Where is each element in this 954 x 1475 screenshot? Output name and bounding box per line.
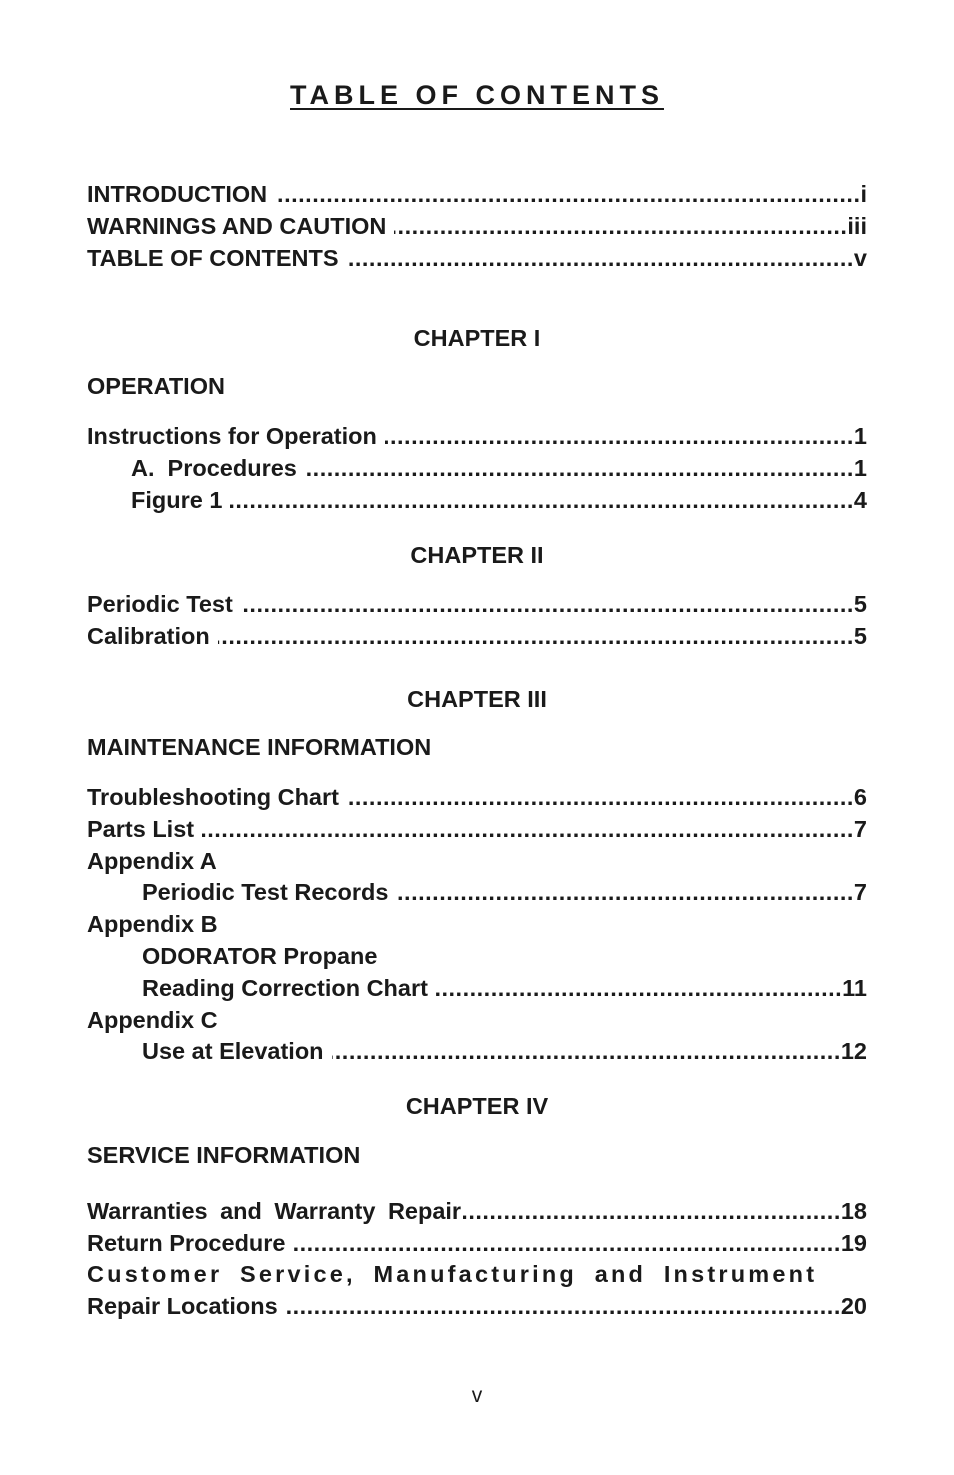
toc-entry-label: Instructions for Operation bbox=[87, 423, 377, 449]
leader-dots bbox=[436, 972, 842, 1004]
toc-entry-label: Figure 1 bbox=[131, 487, 223, 513]
leader-dots bbox=[202, 813, 854, 845]
appendix-heading: Appendix C bbox=[87, 1007, 218, 1033]
leader-dots bbox=[230, 484, 854, 516]
toc-entry-periodic-test[interactable] bbox=[87, 588, 867, 620]
toc-entry-instructions[interactable] bbox=[87, 420, 867, 452]
toc-entry-procedures[interactable] bbox=[131, 452, 867, 484]
leader-dots bbox=[305, 452, 854, 484]
toc-entry-page: 7 bbox=[853, 879, 867, 905]
toc-entry-customer-service[interactable] bbox=[87, 1258, 867, 1290]
toc-entry-page: 19 bbox=[840, 1230, 867, 1256]
chapter-heading: CHAPTER III bbox=[407, 686, 547, 712]
toc-entry-page: 4 bbox=[853, 487, 867, 513]
toc-entry-label: TABLE OF CONTENTS bbox=[87, 245, 339, 271]
leader-dots bbox=[241, 588, 854, 620]
toc-entry-page: 1 bbox=[853, 423, 867, 449]
toc-entry-introduction[interactable] bbox=[87, 178, 867, 210]
toc-entry-parts-list[interactable] bbox=[87, 813, 867, 845]
leader-dots bbox=[347, 781, 854, 813]
leader-dots bbox=[385, 420, 854, 452]
toc-entry-page: i bbox=[860, 181, 867, 207]
chapter-heading: CHAPTER II bbox=[410, 542, 544, 568]
toc-entry-label: Customer Service, Manufacturing and Instrument bbox=[87, 1261, 818, 1287]
toc-entry-return-procedure[interactable] bbox=[87, 1227, 867, 1259]
toc-entry-label: A. Procedures bbox=[131, 455, 297, 481]
toc-entry-page: 12 bbox=[840, 1038, 867, 1064]
leader-dots bbox=[332, 1035, 841, 1067]
toc-entry-page: 7 bbox=[853, 816, 867, 842]
toc-entry-page: 11 bbox=[842, 975, 867, 1001]
leader-dots bbox=[286, 1290, 841, 1322]
chapter-heading: CHAPTER I bbox=[413, 325, 541, 351]
section-heading: OPERATION bbox=[87, 373, 225, 399]
section-heading: SERVICE INFORMATION bbox=[87, 1142, 361, 1168]
toc-entry-label: Reading Correction Chart bbox=[142, 975, 428, 1001]
toc-entry-label: Warranties and Warranty Repair bbox=[87, 1198, 462, 1224]
toc-entry-label: Calibration bbox=[87, 623, 210, 649]
toc-entry-page: 5 bbox=[853, 591, 867, 617]
leader-dots bbox=[396, 876, 854, 908]
toc-entry-warranties[interactable] bbox=[87, 1195, 867, 1227]
toc-entry-page: 18 bbox=[840, 1198, 867, 1224]
toc-entry-repair-locations[interactable] bbox=[87, 1290, 867, 1322]
toc-entry-table-of-contents[interactable] bbox=[87, 242, 867, 274]
toc-entry-page: 5 bbox=[853, 623, 867, 649]
leader-dots bbox=[394, 210, 847, 242]
appendix-heading: Appendix A bbox=[87, 848, 217, 874]
toc-entry-page: 1 bbox=[853, 455, 867, 481]
toc-entry-reading-correction-chart[interactable] bbox=[142, 972, 867, 1004]
section-heading: MAINTENANCE INFORMATION bbox=[87, 734, 432, 760]
toc-entry-periodic-test-records[interactable] bbox=[142, 876, 867, 908]
leader-dots bbox=[294, 1227, 841, 1259]
toc-entry-page: iii bbox=[847, 213, 867, 239]
toc-entry-label: Troubleshooting Chart bbox=[87, 784, 339, 810]
leader-dots bbox=[218, 620, 854, 652]
toc-entry-warnings[interactable] bbox=[87, 210, 867, 242]
toc-entry-label: INTRODUCTION bbox=[87, 181, 268, 207]
appendix-heading: Appendix B bbox=[87, 911, 218, 937]
toc-entry-label: Parts List bbox=[87, 816, 195, 842]
page-number-footer: v bbox=[471, 1384, 483, 1407]
toc-entry-label: Periodic Test bbox=[87, 591, 233, 617]
toc-entry-label: Use at Elevation bbox=[142, 1038, 324, 1064]
toc-entry-troubleshooting[interactable] bbox=[87, 781, 867, 813]
toc-entry-label: WARNINGS AND CAUTION bbox=[87, 213, 387, 239]
leader-dots bbox=[463, 1195, 841, 1227]
leader-dots bbox=[275, 178, 860, 210]
chapter-heading: CHAPTER IV bbox=[405, 1093, 549, 1119]
toc-entry-label-continued: ODORATOR Propane bbox=[142, 943, 378, 969]
page-title: TABLE OF CONTENTS bbox=[290, 80, 664, 110]
toc-entry-page: 6 bbox=[853, 784, 867, 810]
toc-entry-use-at-elevation[interactable] bbox=[142, 1035, 867, 1067]
toc-entry-figure-1[interactable] bbox=[131, 484, 867, 516]
toc-entry-page: 20 bbox=[840, 1293, 867, 1319]
toc-entry-label: Repair Locations bbox=[87, 1293, 278, 1319]
leader-dots bbox=[347, 242, 854, 274]
toc-entry-label: Periodic Test Records bbox=[142, 879, 389, 905]
toc-entry-page: v bbox=[853, 245, 867, 271]
toc-entry-label: Return Procedure bbox=[87, 1230, 286, 1256]
toc-entry-calibration[interactable] bbox=[87, 620, 867, 652]
